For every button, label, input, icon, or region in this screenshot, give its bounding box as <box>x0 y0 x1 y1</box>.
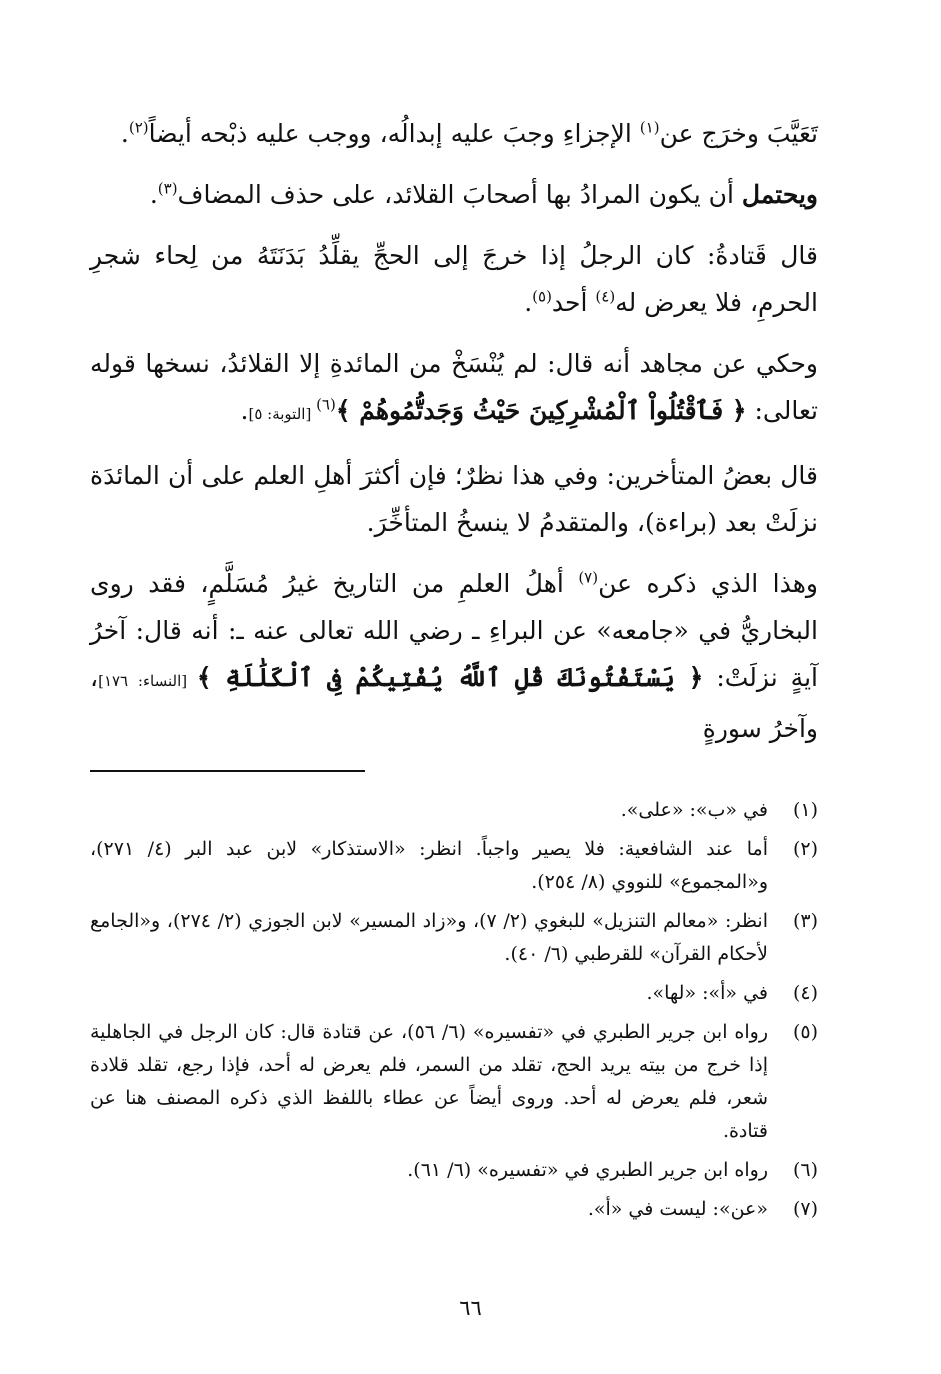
paragraph-1 <box>90 110 818 157</box>
footnote-ref-7[interactable]: (٧) <box>578 568 599 587</box>
paragraph-6-text-a: وهذا الذي ذكره عن <box>598 569 818 598</box>
paragraph-2-text-a: أن يكون المرادُ بها أصحابَ القلائد، على حذف المضاف <box>177 180 742 209</box>
verse-reference-nisa: [النساء: ١٧٦] <box>98 672 197 690</box>
paragraph-1-text-b: الإجزاءِ وجبَ عليه إبدالُه، ووجب عليه ذبْحه أيضاً <box>148 119 640 148</box>
paragraph-5 <box>90 452 818 546</box>
footnote-ref-6[interactable]: (٦) <box>316 395 336 414</box>
paragraph-5-text-a: قال بعضُ المتأخرين: وفي هذا نظرٌ؛ فإن أكثرَ أهلِ العلم على أن المائدَة نزلَتْ بعد (براءة)، والمتقدمُ لا ينسخُ المتأخِّرَ. <box>90 461 818 537</box>
footnote-ref-3[interactable]: (٣) <box>157 179 178 198</box>
footnote-number: (٢) <box>792 838 818 860</box>
page-number: ٦٦ <box>459 1296 482 1320</box>
footnote-number: (١) <box>792 799 818 821</box>
paragraph-2 <box>90 171 818 218</box>
paragraph-6-text-b: أهلُ العلمِ من التاريخ غيرُ مُسَلَّمٍ، فقد روى البخاريُّ في «جامعه» عن البراءِ ـ رضي الله تعالى عنه ـ: أنه قال: آخرُ آيةٍ نزلَتْ: <box>90 569 818 692</box>
footnote-item <box>90 905 818 971</box>
footnote-item <box>90 833 818 899</box>
footnote-number: (٧) <box>792 1198 818 1220</box>
paragraph-3-text-a: قال قَتادةُ: كان الرجلُ إذا خرجَ إلى الحجِّ يقلِّدُ بَدَنَتَهُ من لِحاء شجرِ الحرمِ، فلا يعرض له <box>90 241 818 317</box>
footnote-text: في «أ»: «لها». <box>646 982 768 1004</box>
verse-reference-tawbah: [التوبة: ٥] <box>248 405 317 423</box>
paragraph-3 <box>90 232 818 326</box>
quran-verse-nisa: ﴿ يَسْتَفْتُونَكَ قُلِ ٱللَّهُ يُفْتِيكُمْ فِى ٱلْكَلَٰلَةِ ﴾ <box>196 663 704 692</box>
footnote-ref-4[interactable]: (٤) <box>595 287 616 306</box>
footnote-ref-1[interactable]: (١) <box>639 118 660 137</box>
footnote-item <box>90 1016 818 1148</box>
footnote-text: أما عند الشافعية: فلا يصير واجباً. انظر: «الاستذكار» لابن عبد البر (٤/ ٢٧١)، و«المجموع» للنووي (٨/ ٢٥٤). <box>90 838 768 893</box>
paragraph-2-bold-word: ويحتمل <box>741 180 818 209</box>
paragraph-2-text-b: . <box>149 180 158 209</box>
footnote-number: (٦) <box>792 1159 818 1181</box>
paragraph-4-text-a: وحكي عن مجاهد أنه قال: لم يُنْسَخْ من المائدةِ إلا القلائدُ، نسخها قوله تعالى: <box>90 349 818 425</box>
footnote-item <box>90 794 818 827</box>
paragraph-6 <box>90 560 818 752</box>
footnote-number: (٤) <box>792 982 818 1004</box>
footnote-text: انظر: «معالم التنزيل» للبغوي (٢/ ٧)، و«زاد المسير» لابن الجوزي (٢/ ٢٧٤)، و«الجامع لأحكام القرآن» للقرطبي (٦/ ٤٠). <box>90 910 768 965</box>
footnote-ref-5[interactable]: (٥) <box>532 287 552 306</box>
paragraph-4 <box>90 340 818 438</box>
footnote-number: (٥) <box>792 1021 818 1043</box>
quran-verse-tawbah: ﴿ فَٱقْتُلُواْ ٱلْمُشْرِكِينَ حَيْثُ وَجَدتُّمُوهُمْ ﴾ <box>335 396 747 425</box>
footnote-item <box>90 977 818 1010</box>
footnote-text: «عن»: ليست في «أ». <box>587 1198 768 1220</box>
paragraph-1-text-a: تَعَيَّبَ وخرَج عن <box>659 119 818 148</box>
footnote-divider <box>90 770 365 772</box>
paragraph-1-text-c: . <box>120 119 129 148</box>
paragraph-3-text-c: . <box>524 288 533 317</box>
footnote-text: رواه ابن جرير الطبري في «تفسيره» (٦/ ٦١). <box>407 1159 768 1181</box>
footnotes-section <box>90 794 818 1226</box>
footnote-text: رواه ابن جرير الطبري في «تفسيره» (٦/ ٥٦)، عن قتادة قال: كان الرجل في الجاهلية إذا خرج من بيته يريد الحج، تقلد من السمر، فلم يعرض له أحد، فإذا رجع، تقلد قلادة شعر، فلم يعرض له أحد. وروى أيضاً عن عطاء باللفظ الذي ذكره المصنف هنا عن قتادة. <box>90 1021 769 1142</box>
footnote-number: (٣) <box>792 910 818 932</box>
paragraph-6-text-c: ، وآخرُ سورةٍ <box>90 663 818 743</box>
paragraph-3-text-b: أحد <box>551 288 596 317</box>
main-text <box>90 110 818 752</box>
footnote-text: في «ب»: «على». <box>620 799 768 821</box>
footnote-item <box>90 1154 818 1187</box>
page-content <box>90 110 818 1232</box>
footnote-item <box>90 1193 818 1226</box>
footnote-ref-2[interactable]: (٢) <box>128 118 149 137</box>
paragraph-4-text-b: . <box>240 396 249 425</box>
